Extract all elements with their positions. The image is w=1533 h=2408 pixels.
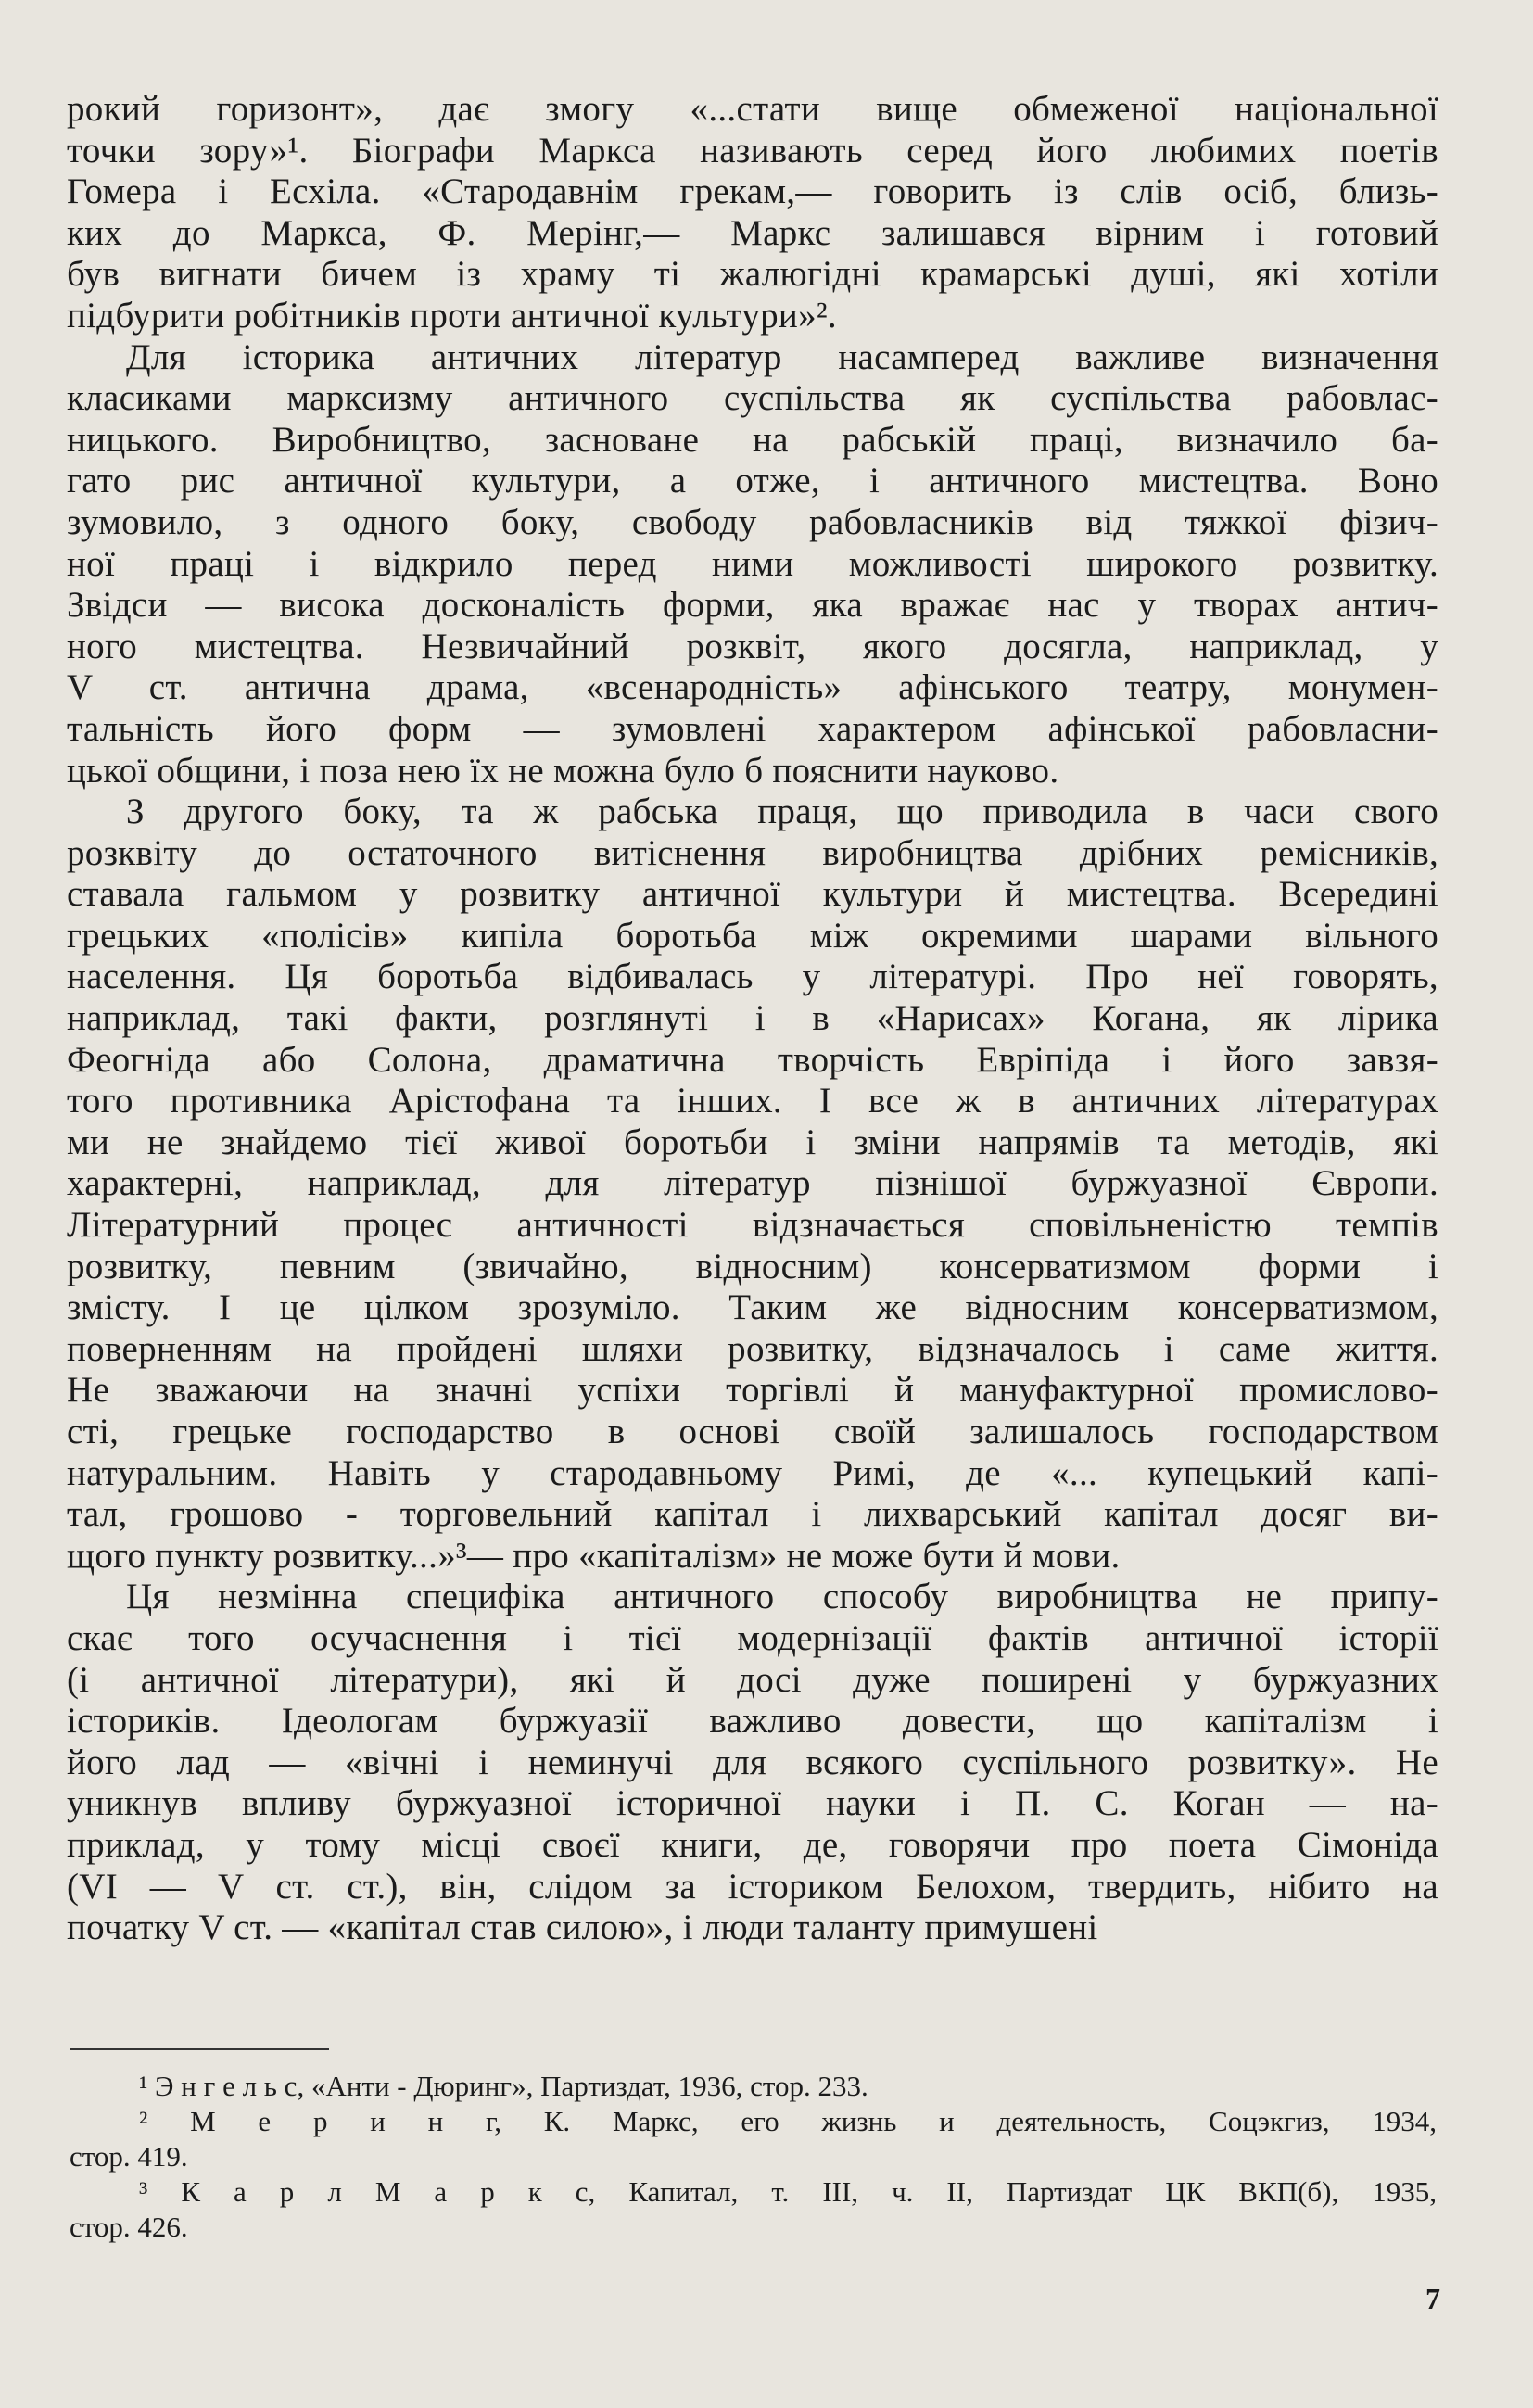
- text-line: скає того осучаснення і тієї модернізації фактів античної історії: [67, 1617, 1438, 1658]
- text-line: того противника Арістофана та інших. І все ж в античних літературах: [67, 1081, 1438, 1122]
- paragraph: [67, 89, 1438, 337]
- paragraph: [67, 337, 1438, 792]
- text-line: уникнув впливу буржуазної історичної науки і П. С. Коган — на-: [67, 1783, 1438, 1824]
- text-line: ставала гальмом у розвитку античної культури й мистецтва. Всередині: [67, 874, 1438, 915]
- text-line: підбурити робітників проти античної культури»².: [67, 295, 837, 336]
- footnotes: [70, 2069, 1437, 2245]
- text-line: зумовило, з одного боку, свободу рабовласників від тяжкої фізич-: [67, 501, 1438, 542]
- text-line: щого пункту розвитку...»³— про «капіталізм» не може бути й мови.: [67, 1535, 1121, 1576]
- text-line: початку V ст. — «капітал став силою», і люди таланту примушені: [67, 1907, 1098, 1948]
- text-line: Літературний процес античності відзначається сповільненістю темпів: [67, 1205, 1438, 1246]
- text-line: Ця незмінна специфіка античного способу виробництва не припу-: [126, 1577, 1438, 1617]
- footnote-divider: [70, 2048, 329, 2050]
- text-line: наприклад, такі факти, розглянуті і в «Нарисах» Когана, як лірика: [67, 998, 1438, 1039]
- text-line: істориків. Ідеологам буржуазії важливо довести, що капіталізм і: [67, 1701, 1438, 1742]
- text-line: його лад — «вічні і неминучі для всякого суспільного розвитку». Не: [67, 1742, 1438, 1782]
- text-line: змісту. І це цілком зрозуміло. Таким же відносним консерватизмом,: [67, 1287, 1438, 1328]
- text-line: (і античної літератури), які й досі дуже поширені у буржуазних: [67, 1659, 1438, 1700]
- footnote-line: ³ К а р л М а р к с, Капитал, т. III, ч. II, Партиздат ЦК ВКП(б), 1935,: [139, 2175, 1437, 2208]
- text-line: гато рис античної культури, а отже, і античного мистецтва. Воно: [67, 461, 1438, 501]
- paragraph: [67, 792, 1438, 1577]
- text-line: був вигнати бичем із храму ті жалюгідні крамарські душі, які хотіли: [67, 254, 1438, 295]
- text-line: грецьких «полісів» кипіла боротьба між окремими шарами вільного: [67, 915, 1438, 956]
- paragraph: [67, 1577, 1438, 1948]
- text-line: тал, грошово - торговельний капітал і лихварський капітал досяг ви-: [67, 1494, 1438, 1535]
- text-line: V ст. антична драма, «всенародність» афінського театру, монумен-: [67, 667, 1438, 708]
- text-line: сті, грецьке господарство в основі своїй залишалось господарством: [67, 1412, 1438, 1451]
- text-line: точки зору»¹. Біографи Маркса називають серед його любимих поетів: [67, 130, 1438, 171]
- footnote-line: стор. 426.: [70, 2211, 188, 2243]
- footnote-line: стор. 419.: [70, 2140, 188, 2173]
- text-line: рокий горизонт», дає змогу «...стати вище обмеженої національної: [67, 89, 1438, 129]
- text-line: натуральним. Навіть у стародавньому Римі, де «... купецький капі-: [67, 1452, 1438, 1493]
- text-line: ми не знайдемо тієї живої боротьби і зміни напрямів та методів, які: [67, 1122, 1438, 1162]
- text-line: ної праці і відкрило перед ними можливості широкого розвитку.: [67, 543, 1438, 584]
- text-line: ких до Маркса, Ф. Мерінг,— Маркс залишався вірним і готовий: [67, 212, 1438, 253]
- text-line: розвитку, певним (звичайно, відносним) консерватизмом форми і: [67, 1246, 1438, 1286]
- page-number: 7: [1425, 2282, 1440, 2315]
- text-line: З другого боку, та ж рабська праця, що приводила в часи свого: [126, 792, 1438, 832]
- text-line: приклад, у тому місці своєї книги, де, говорячи про поета Сімоніда: [67, 1824, 1438, 1865]
- footnote-line: ¹ Э н г е л ь с, «Анти - Дюринг», Партиздат, 1936, стор. 233.: [139, 2070, 868, 2102]
- text-line: ного мистецтва. Незвичайний розквіт, якого досягла, наприклад, у: [67, 626, 1438, 666]
- text-line: Для історика античних літератур насамперед важливе визначення: [126, 336, 1438, 377]
- text-line: Феогніда або Солона, драматична творчість Евріпіда і його завзя-: [67, 1039, 1438, 1080]
- text-line: ницького. Виробництво, засноване на рабській праці, визначило ба-: [67, 419, 1438, 460]
- text-line: Звідси — висока досконалість форми, яка вражає нас у творах антич-: [67, 585, 1438, 626]
- text-line: поверненням на пройдені шляхи розвитку, відзначалось і саме життя.: [67, 1328, 1438, 1369]
- body-text: [67, 89, 1438, 1949]
- footnote-line: ² М е р и н г, К. Маркс, его жизнь и деятельность, Соцэкгиз, 1934,: [139, 2105, 1437, 2137]
- text-line: характерні, наприклад, для літератур пізнішої буржуазної Європи.: [67, 1163, 1438, 1204]
- text-line: розквіту до остаточного витіснення виробництва дрібних ремісників,: [67, 832, 1438, 873]
- text-line: населення. Ця боротьба відбивалась у літературі. Про неї говорять,: [67, 957, 1438, 997]
- text-line: тальність його форм — зумовлені характером афінської рабовласни-: [67, 708, 1438, 749]
- text-line: (VI — V ст. ст.), він, слідом за істориком Белохом, твердить, нібито на: [67, 1866, 1438, 1907]
- text-line: Не зважаючи на значні успіхи торгівлі й мануфактурної промислово-: [67, 1370, 1438, 1411]
- text-line: цької общини, і поза нею їх не можна було б пояснити науково.: [67, 750, 1059, 791]
- text-line: класиками марксизму античного суспільства як суспільства рабовлас-: [67, 378, 1438, 419]
- text-line: Гомера і Есхіла. «Стародавнім грекам,— говорить із слів осіб, близь-: [67, 171, 1438, 212]
